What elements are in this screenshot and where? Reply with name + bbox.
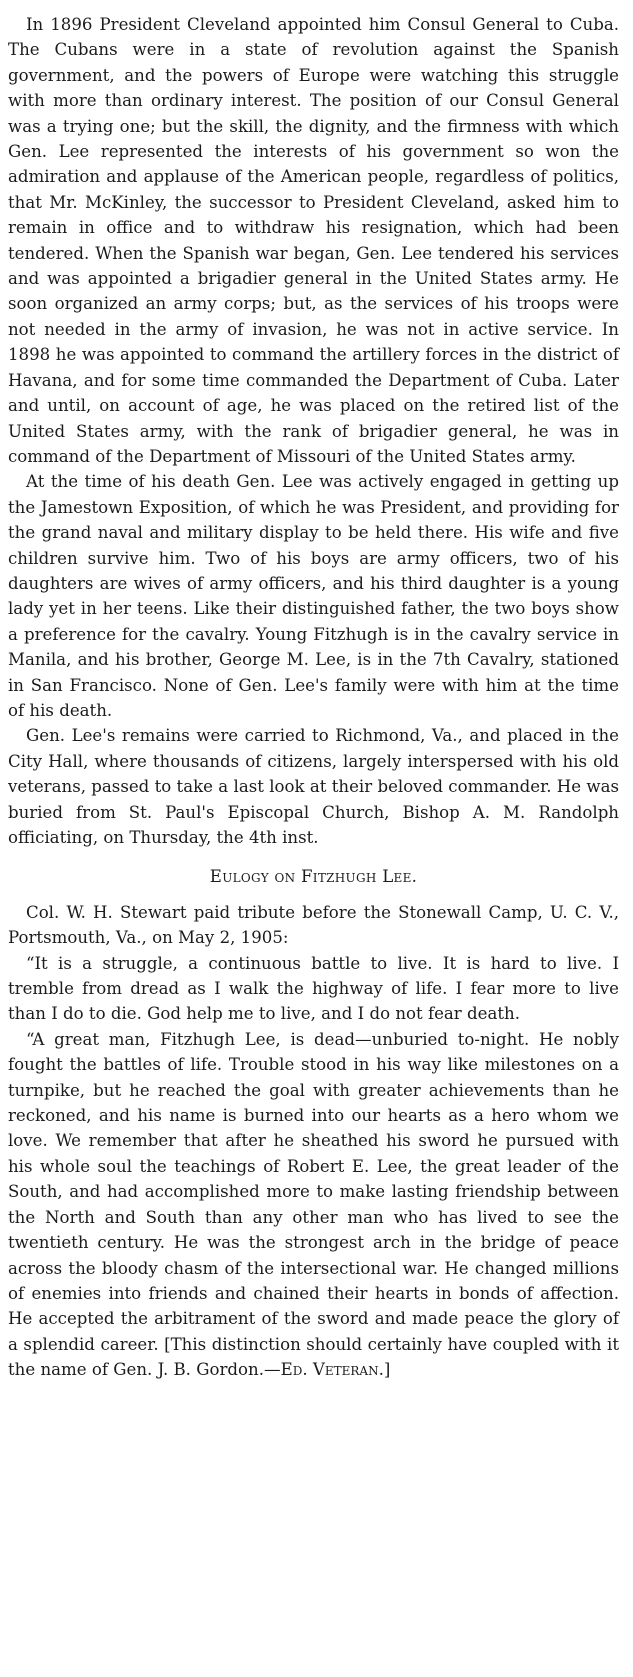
paragraph-eulogy-struggle: “It is a struggle, a continuous battle to live. It is hard to live. I tremble from dread as I walk the highway of life. I fear more to live than I do to die. God help me to live, and I do not fear death. (8, 953, 619, 1024)
eulogy-heading: Eulogy on Fitzhugh Lee. (209, 867, 418, 887)
closing-bracket: ] (383, 1360, 391, 1380)
paragraph-burial: Gen. Lee's remains were carried to Richmond, Va., and placed in the City Hall, where thousands of citizens, largely interspersed with his old veterans, passed to take a last look at their beloved commander. He was buried from St. Paul's Episcopal Church, Bishop A. M. Randolph officiating, on Thursday, the 4th inst. (8, 726, 619, 847)
eulogy-great-man-text: “A great man, Fitzhugh Lee, is dead—unburied to-night. He nobly fought the battles of life. Trouble stood in his way like milestones on a turnpike, but he reached the goal with greater achievements than he reckoned, and his name is burned into our hearts as a hero whom we love. We remember that after he sheathed his sword he pursued with his whole soul the teachings of Robert E. Lee, the great leader of the South, and had accomplished more to make lasting friendship between the North and South than any other man who has lived to see the twentieth century. He was the strongest arch in the bridge of peace across the bloody chasm of the intersectional war. He changed millions of enemies into friends and chained their hearts in bonds of affection. He accepted the arbitrament of the sword and made peace the glory of a splendid career. [This distinction should certainly have coupled with it the name of Gen. J. B. Gordon.— (8, 1029, 619, 1380)
paragraph-eulogy-great-man (8, 1027, 619, 1383)
paragraph-jamestown-exposition: At the time of his death Gen. Lee was actively engaged in getting up the Jamestown Exposition, of which he was President, and providing for the grand naval and military display to be held there. His wife and five children survive him. Two of his boys are army officers, two of his daughters are wives of army officers, and his third daughter is a young lady yet in her teens. Like their distinguished father, the two boys show a preference for the cavalry. Young Fitzhugh is in the cavalry service in Manila, and his brother, George M. Lee, is in the 7th Cavalry, stationed in San Francisco. None of Gen. Lee's family were with him at the time of his death. (8, 472, 619, 720)
paragraph-consul-general: In 1896 President Cleveland appointed him Consul General to Cuba. The Cubans were in a state of revolution against the Spanish government, and the powers of Europe were watching this struggle with more than ordinary interest. The position of our Consul General was a trying one; but the skill, the dignity, and the firmness with which Gen. Lee represented the interests of his government so won the admiration and applause of the American people, regardless of politics, that Mr. McKinley, the successor to President Cleveland, asked him to remain in office and to withdraw his resignation, which had been tendered. When the Spanish war began, Gen. Lee tendered his services and was appointed a brigadier general in the United States army. He soon organized an army corps; but, as the services of his troops were not needed in the army of invasion, he was not in active service. In 1898 he was appointed to command the artillery forces in the district of Havana, and for some time commanded the Department of Cuba. Later and until, on account of age, he was placed on the retired list of the United States army, with the rank of brigadier general, he was in command of the Department of Missouri of the United States army. (8, 15, 619, 466)
paragraph-eulogy-intro: Col. W. H. Stewart paid tribute before the Stonewall Camp, U. C. V., Portsmouth, Va., on May 2, 1905: (8, 902, 619, 948)
editor-credit: Ed. Veteran. (280, 1360, 384, 1380)
